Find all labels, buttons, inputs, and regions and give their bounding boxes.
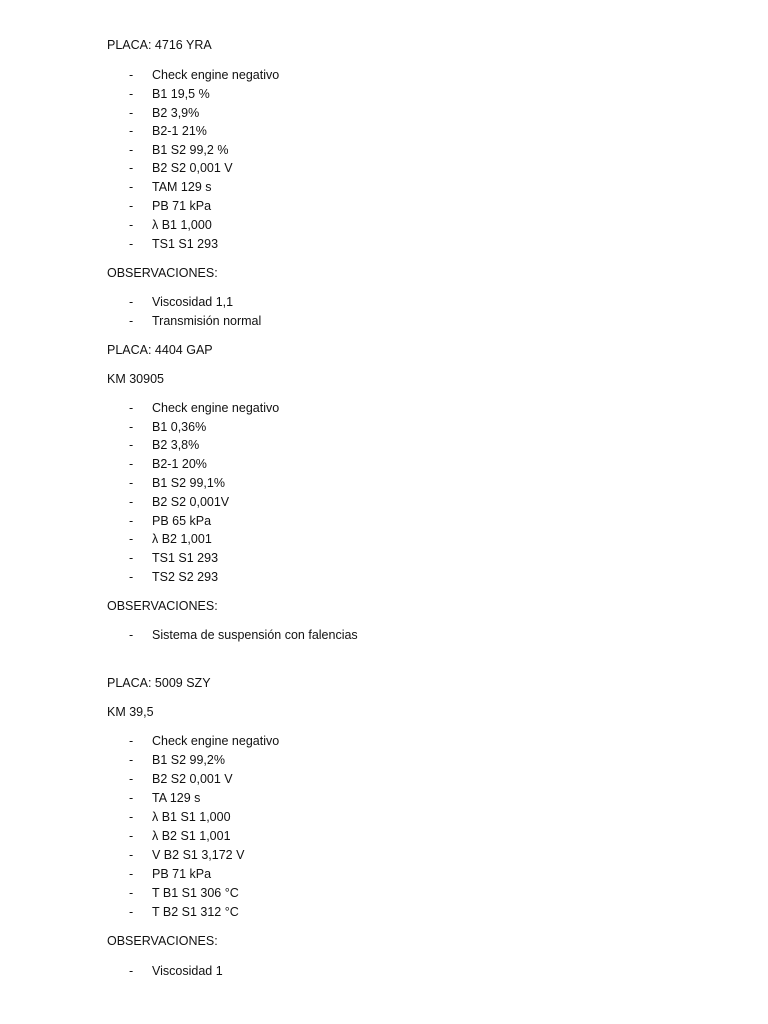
list-item: TAM 129 s — [152, 180, 212, 194]
observacion-item: Viscosidad 1,1 — [152, 295, 234, 309]
list-item: λ B2 S1 1,001 — [152, 829, 231, 843]
bullet-dash: - — [129, 905, 134, 919]
bullet-dash: - — [129, 495, 134, 509]
observacion-item: Sistema de suspensión con falencias — [152, 628, 358, 642]
bullet-dash: - — [129, 753, 134, 767]
list-item: B1 0,36% — [152, 420, 207, 434]
list-item: TS2 S2 293 — [152, 570, 219, 584]
observacion-item: Transmisión normal — [152, 314, 262, 328]
list-item: Check engine negativo — [152, 401, 280, 415]
observaciones-heading: OBSERVACIONES: — [107, 599, 218, 613]
placa-heading: PLACA: 5009 SZY — [107, 676, 211, 690]
bullet-dash: - — [129, 772, 134, 786]
list-item: PB 71 kPa — [152, 199, 212, 213]
bullet-dash: - — [129, 401, 134, 415]
bullet-dash: - — [129, 829, 134, 843]
bullet-dash: - — [129, 886, 134, 900]
km-heading: KM 30905 — [107, 372, 164, 386]
list-item: λ B1 1,000 — [152, 218, 212, 232]
bullet-dash: - — [129, 295, 134, 309]
bullet-dash: - — [129, 124, 134, 138]
list-item: B1 S2 99,2 % — [152, 143, 229, 157]
bullet-dash: - — [129, 570, 134, 584]
bullet-dash: - — [129, 457, 134, 471]
bullet-dash: - — [129, 551, 134, 565]
list-item: B2 S2 0,001V — [152, 495, 230, 509]
list-item: T B1 S1 306 °C — [152, 886, 239, 900]
bullet-dash: - — [129, 68, 134, 82]
list-item: B1 S2 99,2% — [152, 753, 225, 767]
list-item: TS1 S1 293 — [152, 237, 219, 251]
bullet-dash: - — [129, 161, 134, 175]
bullet-dash: - — [129, 964, 134, 978]
list-item: B2-1 20% — [152, 457, 207, 471]
bullet-dash: - — [129, 734, 134, 748]
bullet-dash: - — [129, 314, 134, 328]
bullet-dash: - — [129, 791, 134, 805]
bullet-dash: - — [129, 476, 134, 490]
bullet-dash: - — [129, 143, 134, 157]
list-item: B2 3,8% — [152, 438, 200, 452]
bullet-dash: - — [129, 810, 134, 824]
observacion-item: Viscosidad 1 — [152, 964, 223, 978]
list-item: B2-1 21% — [152, 124, 207, 138]
list-item: TA 129 s — [152, 791, 201, 805]
bullet-dash: - — [129, 218, 134, 232]
bullet-dash: - — [129, 106, 134, 120]
list-item: B1 S2 99,1% — [152, 476, 225, 490]
list-item: V B2 S1 3,172 V — [152, 848, 245, 862]
list-item: λ B2 1,001 — [152, 532, 212, 546]
bullet-dash: - — [129, 237, 134, 251]
bullet-dash: - — [129, 532, 134, 546]
list-item: Check engine negativo — [152, 734, 280, 748]
list-item: PB 65 kPa — [152, 514, 212, 528]
list-item: Check engine negativo — [152, 68, 280, 82]
list-item: B1 19,5 % — [152, 87, 210, 101]
observaciones-heading: OBSERVACIONES: — [107, 934, 218, 948]
list-item: λ B1 S1 1,000 — [152, 810, 231, 824]
bullet-dash: - — [129, 848, 134, 862]
list-item: B2 S2 0,001 V — [152, 772, 233, 786]
km-heading: KM 39,5 — [107, 705, 154, 719]
list-item: B2 3,9% — [152, 106, 200, 120]
bullet-dash: - — [129, 87, 134, 101]
bullet-dash: - — [129, 180, 134, 194]
bullet-dash: - — [129, 867, 134, 881]
bullet-dash: - — [129, 199, 134, 213]
observaciones-heading: OBSERVACIONES: — [107, 266, 218, 280]
list-item: B2 S2 0,001 V — [152, 161, 233, 175]
list-item: T B2 S1 312 °C — [152, 905, 239, 919]
bullet-dash: - — [129, 420, 134, 434]
list-item: PB 71 kPa — [152, 867, 212, 881]
list-item: TS1 S1 293 — [152, 551, 219, 565]
bullet-dash: - — [129, 438, 134, 452]
placa-heading: PLACA: 4716 YRA — [107, 38, 212, 52]
bullet-dash: - — [129, 514, 134, 528]
placa-heading: PLACA: 4404 GAP — [107, 343, 213, 357]
bullet-dash: - — [129, 628, 134, 642]
